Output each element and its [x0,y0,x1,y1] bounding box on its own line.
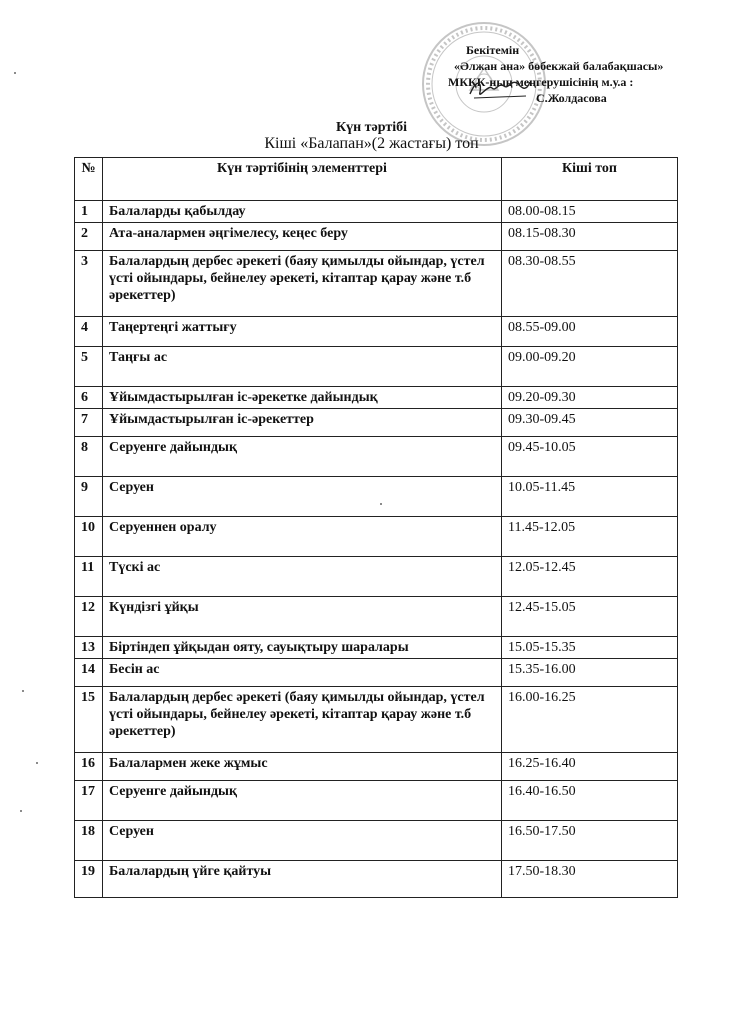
table-row [75,659,678,687]
row-activity: Түскі ас [103,557,502,597]
row-time: 09.20-09.30 [502,387,678,409]
scan-speck [14,72,16,74]
row-activity: Балаларды қабылдау [103,201,502,223]
row-number: 13 [75,637,103,659]
approval-position: МКҚК-ның меңгерушісінің м.у.а : [448,75,634,89]
header-number: № [75,158,103,201]
table-row [75,861,678,898]
table-row [75,387,678,409]
approval-signatory: С.Жолдасова [536,91,607,105]
row-time: 16.40-16.50 [502,781,678,821]
row-number: 5 [75,347,103,387]
row-time: 12.05-12.45 [502,557,678,597]
scan-speck [36,762,38,764]
table-row [75,477,678,517]
table-row [75,347,678,387]
row-number: 11 [75,557,103,597]
table-row [75,201,678,223]
row-time: 11.45-12.05 [502,517,678,557]
row-number: 10 [75,517,103,557]
document-subtitle: Кіші «Балапан»(2 жастағы) топ [264,135,479,152]
table-row [75,517,678,557]
header-group: Кіші топ [502,158,678,201]
row-number: 7 [75,409,103,437]
table-row [75,251,678,317]
approval-title: Бекітемін [466,43,520,57]
row-time: 17.50-18.30 [502,861,678,898]
row-activity: Серуеннен оралу [103,517,502,557]
table-row [75,637,678,659]
table-row [75,781,678,821]
row-number: 1 [75,201,103,223]
row-activity: Таңертеңгі жаттығу [103,317,502,347]
row-number: 14 [75,659,103,687]
scan-speck [20,810,22,812]
row-number: 12 [75,597,103,637]
row-activity: Ата-аналармен әңгімелесу, кеңес беру [103,223,502,251]
row-time: 09.00-09.20 [502,347,678,387]
document-title: Күн тәртібі [335,120,408,135]
row-activity: Серуенге дайындық [103,781,502,821]
row-activity: Бесін ас [103,659,502,687]
row-time: 09.45-10.05 [502,437,678,477]
row-number: 15 [75,687,103,753]
row-activity: Таңғы ас [103,347,502,387]
row-number: 9 [75,477,103,517]
row-time: 16.50-17.50 [502,821,678,861]
approval-organization: «Әлжан ана» бөбекжай балабақшасы» [454,59,664,73]
table-row [75,223,678,251]
schedule-body [75,201,678,898]
row-activity: Ұйымдастырылған іс-әрекеттер [103,409,502,437]
table-row [75,409,678,437]
row-time: 12.45-15.05 [502,597,678,637]
row-activity: Серуен [103,821,502,861]
header-activity: Күн тәртібінің элементтері [103,158,502,201]
row-time: 16.25-16.40 [502,753,678,781]
row-time: 16.00-16.25 [502,687,678,753]
table-row [75,753,678,781]
table-row [75,557,678,597]
row-number: 17 [75,781,103,821]
row-activity: Біртіндеп ұйқыдан ояту, сауықтыру шаралары [103,637,502,659]
row-number: 4 [75,317,103,347]
row-activity: Күндізгі ұйқы [103,597,502,637]
table-header-row [75,158,678,201]
row-time: 08.15-08.30 [502,223,678,251]
row-number: 8 [75,437,103,477]
row-number: 3 [75,251,103,317]
row-activity: Балалардың дербес әрекеті (баяу қимылды ойындар, үстел үсті ойындары, бейнелеу әрекеті, кітаптар қарау және т.б әрекеттер) [103,251,502,317]
row-activity: Балалардың үйге қайтуы [103,861,502,898]
row-number: 6 [75,387,103,409]
table-row [75,437,678,477]
row-activity: Ұйымдастырылған іс-әрекетке дайындық [103,387,502,409]
signature-mark [468,74,532,102]
row-time: 08.55-09.00 [502,317,678,347]
row-activity: Серуенге дайындық [103,437,502,477]
row-activity: Балалардың дербес әрекеті (баяу қимылды ойындар, үстел үсті ойындары, бейнелеу әрекеті, кітаптар қарау және т.б әрекеттер) [103,687,502,753]
row-time: 08.30-08.55 [502,251,678,317]
row-time: 09.30-09.45 [502,409,678,437]
scan-speck [380,503,382,505]
row-activity: Серуен [103,477,502,517]
row-time: 15.05-15.35 [502,637,678,659]
scan-speck [22,690,24,692]
row-time: 15.35-16.00 [502,659,678,687]
table-row [75,821,678,861]
row-time: 10.05-11.45 [502,477,678,517]
row-number: 19 [75,861,103,898]
table-row [75,687,678,753]
row-activity: Балалармен жеке жұмыс [103,753,502,781]
row-number: 18 [75,821,103,861]
schedule-table [74,157,678,898]
table-row [75,317,678,347]
row-time: 08.00-08.15 [502,201,678,223]
row-number: 2 [75,223,103,251]
table-row [75,597,678,637]
row-number: 16 [75,753,103,781]
